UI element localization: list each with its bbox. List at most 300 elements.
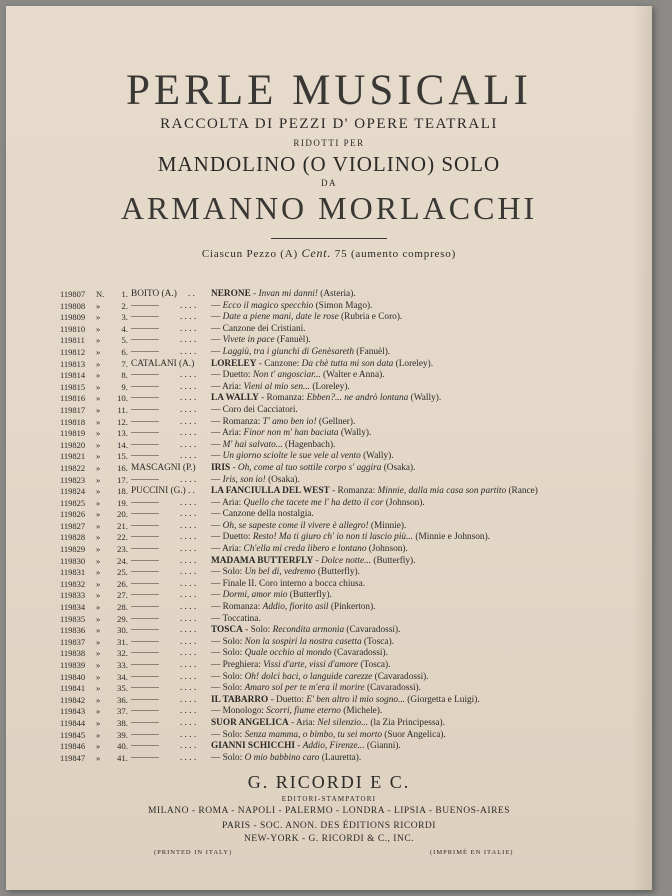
- composer-name: ———: [131, 393, 159, 404]
- composer-name: ———: [131, 578, 159, 589]
- catalogue-number: 119828: [60, 532, 86, 543]
- catalogue-mark: »: [96, 416, 101, 427]
- catalogue-index: 13.: [117, 428, 128, 439]
- leader-dots: . . . .: [180, 625, 197, 636]
- composer-name: ———: [131, 683, 159, 694]
- leader-dots: . . . .: [180, 567, 197, 578]
- composer-name: ———: [131, 694, 159, 705]
- catalogue-mark: »: [96, 717, 101, 728]
- catalogue-row: [60, 370, 650, 382]
- piece-description: IRIS - Oh, come al tuo sottile corpo s' aggira (Osaka).: [211, 462, 416, 473]
- catalogue-row: [60, 672, 650, 684]
- composer-name: ———: [131, 544, 159, 555]
- leader-dots: . . . .: [180, 683, 197, 694]
- publisher-role: EDITORI-STAMPATORI: [281, 795, 377, 803]
- catalogue-mark: »: [96, 474, 101, 485]
- piece-description: — Solo: Non la sospiri la nostra casetta (Tosca).: [211, 636, 394, 647]
- catalogue-number: 119836: [60, 625, 86, 636]
- catalogue-index: 26.: [117, 578, 128, 589]
- catalogue-index: 16.: [117, 462, 128, 473]
- catalogue-number: 119847: [60, 752, 86, 763]
- catalogue-row: [60, 544, 650, 556]
- composer-name: ———: [131, 741, 159, 752]
- catalogue-index: 28.: [117, 602, 128, 613]
- piece-description: LA WALLY - Romanza: Ebben?... ne andrò lontana (Wally).: [211, 393, 442, 404]
- catalogue-mark: »: [96, 462, 101, 473]
- catalogue-mark: »: [96, 648, 101, 659]
- catalogue-index: 36.: [117, 694, 128, 705]
- composer-name: ———: [131, 613, 159, 624]
- piece-description: — Preghiera: Vissi d'arte, vissi d'amore (Tosca).: [211, 660, 391, 670]
- catalogue-number: 119843: [60, 706, 86, 717]
- catalogue-index: 18.: [117, 486, 128, 497]
- composer-name: ———: [131, 370, 159, 381]
- catalogue-row: [60, 509, 650, 521]
- piece-description: GIANNI SCHICCHI - Addio, Firenze... (Gianni).: [211, 741, 401, 752]
- catalogue-mark: »: [96, 532, 101, 543]
- composer-name: ———: [131, 335, 159, 346]
- catalogue-index: 35.: [117, 683, 128, 694]
- catalogue-mark: »: [96, 567, 101, 578]
- leader-dots: . . . .: [180, 393, 197, 404]
- catalogue-mark: »: [96, 625, 101, 636]
- leader-dots: . . . .: [180, 428, 197, 439]
- piece-description: — Aria: Ch'ella mi creda libero e lontano (Johnson).: [211, 544, 408, 555]
- catalogue-mark: »: [96, 660, 101, 670]
- catalogue-number: 119833: [60, 590, 86, 601]
- piece-description: — Coro dei Cacciatori.: [211, 404, 298, 415]
- composer-name: BOITO (A.): [131, 289, 177, 299]
- price-note: (aumento compreso): [350, 248, 457, 260]
- leader-dots: . . . .: [180, 613, 197, 624]
- composer-name: ———: [131, 451, 159, 462]
- catalogue-mark: »: [96, 370, 101, 381]
- leader-dots: . . . .: [180, 648, 197, 659]
- catalogue-row: [60, 579, 650, 591]
- leader-dots: . . . .: [180, 752, 197, 763]
- catalogue-row: [60, 683, 650, 695]
- composer-name: ———: [131, 312, 159, 323]
- composer-name: ———: [131, 660, 159, 670]
- catalogue-mark: »: [96, 312, 101, 323]
- leader-dots: . . . .: [180, 381, 197, 392]
- catalogue-mark: »: [96, 578, 101, 589]
- catalogue-number: 119817: [60, 404, 86, 415]
- catalogue-number: 119814: [60, 370, 86, 381]
- leader-dots: . . . .: [180, 323, 197, 334]
- composer-name: ———: [131, 625, 159, 636]
- composer-name: ———: [131, 636, 159, 647]
- catalogue-row: [60, 301, 650, 313]
- catalogue-number: 119818: [60, 416, 86, 427]
- piece-description: — Solo: O mio babbino caro (Lauretta).: [211, 752, 362, 763]
- catalogue-number: 119829: [60, 544, 86, 555]
- catalogue-mark: »: [96, 729, 101, 740]
- catalogue-number: 119842: [60, 694, 86, 705]
- leader-dots: . . . .: [180, 416, 197, 427]
- printed-in-italy: (PRINTED IN ITALY): [154, 849, 233, 856]
- catalogue-mark: »: [96, 323, 101, 334]
- leader-dots: . . . .: [180, 694, 197, 705]
- composer-name: ———: [131, 300, 159, 311]
- leader-dots: . .: [188, 289, 195, 299]
- catalogue-number: 119816: [60, 393, 86, 404]
- catalogue-index: 5.: [121, 335, 128, 346]
- leader-dots: . .: [188, 486, 195, 497]
- leader-dots: . . . .: [180, 671, 197, 682]
- catalogue-index: 10.: [117, 393, 128, 404]
- catalogue-row: [60, 753, 650, 765]
- catalogue-list: [60, 289, 650, 764]
- composer-name: ———: [131, 729, 159, 740]
- piece-description: — Ecco il magico specchio (Simon Mago).: [211, 300, 373, 311]
- catalogue-index: 31.: [117, 636, 128, 647]
- catalogue-mark: »: [96, 451, 101, 462]
- piece-description: — Solo: Senza mamma, o bimbo, tu sei morto (Suor Angelica).: [211, 729, 446, 740]
- piece-description: — Laggiù, tra i giunchi di Genèsareth (Fanuèl).: [211, 346, 391, 357]
- catalogue-row: [60, 393, 650, 405]
- piece-description: SUOR ANGELICA - Aria: Nel silenzio... (la Zia Principessa).: [211, 717, 445, 728]
- catalogue-index: 37.: [117, 706, 128, 717]
- leader-dots: . . . .: [180, 660, 197, 670]
- catalogue-mark: »: [96, 509, 101, 520]
- composer-name: ———: [131, 648, 159, 659]
- catalogue-row: [60, 312, 650, 324]
- catalogue-number: 119821: [60, 451, 86, 462]
- leader-dots: . . . .: [180, 544, 197, 555]
- leader-dots: . . . .: [180, 555, 197, 566]
- piece-description: — Canzone dei Cristiani.: [211, 323, 306, 334]
- catalogue-row: [60, 486, 650, 498]
- catalogue-row: [60, 741, 650, 753]
- catalogue-number: 119823: [60, 474, 86, 485]
- piece-description: — Aria: Finor non m' han baciata (Wally).: [211, 428, 372, 439]
- divider-rule: [271, 238, 387, 239]
- composer-name: ———: [131, 439, 159, 450]
- catalogue-row: [60, 614, 650, 626]
- catalogue-number: 119838: [60, 648, 86, 659]
- catalogue-mark: »: [96, 335, 101, 346]
- catalogue-number: 119846: [60, 741, 86, 752]
- leader-dots: . . . .: [180, 590, 197, 601]
- catalogue-row: [60, 730, 650, 742]
- leader-dots: . . . .: [180, 312, 197, 323]
- composer-name: ———: [131, 520, 159, 531]
- ridotti-per-label: RIDOTTI PER: [293, 138, 365, 148]
- catalogue-index: 32.: [117, 648, 128, 659]
- catalogue-mark: »: [96, 358, 101, 369]
- catalogue-number: 119835: [60, 613, 86, 624]
- leader-dots: . . . .: [180, 717, 197, 728]
- catalogue-mark: »: [96, 590, 101, 601]
- catalogue-index: 6.: [121, 346, 128, 357]
- piece-description: — Canzone della nostalgia.: [211, 509, 314, 520]
- catalogue-number: 119819: [60, 428, 86, 439]
- leader-dots: . . . .: [180, 300, 197, 311]
- leader-dots: . . . .: [180, 404, 197, 415]
- catalogue-mark: »: [96, 428, 101, 439]
- catalogue-number: 119812: [60, 346, 86, 357]
- catalogue-row: [60, 625, 650, 637]
- leader-dots: . . . .: [180, 741, 197, 752]
- catalogue-index: 12.: [117, 416, 128, 427]
- piece-description: NERONE - Invan mi danni! (Asteria).: [211, 289, 356, 299]
- catalogue-number: 119826: [60, 509, 86, 520]
- catalogue-index: 1.: [121, 289, 128, 299]
- composer-name: ———: [131, 323, 159, 334]
- catalogue-index: 24.: [117, 555, 128, 566]
- catalogue-number: 119807: [60, 289, 86, 299]
- composer-name: ———: [131, 717, 159, 728]
- catalogue-number: 119839: [60, 660, 86, 670]
- collection-title: PERLE MUSICALI: [126, 67, 532, 114]
- catalogue-index: 23.: [117, 544, 128, 555]
- piece-description: LA FANCIULLA DEL WEST - Romanza: Minnie, dalla mia casa son partito (Rance): [211, 486, 538, 497]
- piece-description: — M' hai salvato... (Hagenbach).: [211, 439, 336, 450]
- catalogue-index: 33.: [117, 660, 128, 670]
- piece-description: IL TABARRO - Duetto: E' ben altro il mio sogno... (Giorgetta e Luigi).: [211, 694, 480, 705]
- catalogue-mark: »: [96, 300, 101, 311]
- piece-description: — Un giorno sciolte le sue vele al vento (Wally).: [211, 451, 394, 462]
- catalogue-number: 119808: [60, 300, 86, 311]
- catalogue-index: 22.: [117, 532, 128, 543]
- piece-description: — Romanza: Addio, fiorito asil (Pinkerton).: [211, 602, 376, 613]
- catalogue-row: [60, 532, 650, 544]
- piece-description: — Duetto: Non t' angosciar... (Walter e Anna).: [211, 370, 385, 381]
- catalogue-row: [60, 289, 650, 301]
- composer-name: ———: [131, 706, 159, 717]
- catalogue-index: 9.: [121, 381, 128, 392]
- catalogue-row: [60, 463, 650, 475]
- catalogue-number: 119830: [60, 555, 86, 566]
- composer-name: ———: [131, 404, 159, 415]
- catalogue-mark: »: [96, 706, 101, 717]
- catalogue-number: 119813: [60, 358, 86, 369]
- piece-description: — Toccatina.: [211, 613, 261, 624]
- piece-description: — Romanza: T' amo ben io! (Gellner).: [211, 416, 356, 427]
- catalogue-index: 41.: [117, 752, 128, 763]
- composer-name: ———: [131, 567, 159, 578]
- catalogue-index: 19.: [117, 497, 128, 508]
- catalogue-mark: »: [96, 381, 101, 392]
- price-currency: Cent.: [301, 246, 332, 260]
- catalogue-mark: »: [96, 602, 101, 613]
- catalogue-row: [60, 567, 650, 579]
- catalogue-mark: »: [96, 683, 101, 694]
- catalogue-row: [60, 451, 650, 463]
- piece-description: LORELEY - Canzone: Da chè tutta mi son data (Loreley).: [211, 358, 434, 369]
- catalogue-number: 119820: [60, 439, 86, 450]
- catalogue-number: 119841: [60, 683, 86, 694]
- leader-dots: . . . .: [180, 439, 197, 450]
- catalogue-mark: »: [96, 393, 101, 404]
- leader-dots: . . . .: [180, 451, 197, 462]
- piece-description: — Duetto: Resto! Ma ti giuro ch' io non ti lascio più... (Minnie e Johnson).: [211, 532, 490, 543]
- catalogue-row: [60, 556, 650, 568]
- catalogue-number: 119809: [60, 312, 86, 323]
- leader-dots: . . . .: [180, 520, 197, 531]
- catalogue-index: 4.: [121, 323, 128, 334]
- catalogue-row: [60, 602, 650, 614]
- catalogue-mark: »: [96, 497, 101, 508]
- composer-name: ———: [131, 602, 159, 613]
- leader-dots: . . . .: [180, 636, 197, 647]
- piece-description: — Solo: Oh! dolci baci, o languide carezze (Cavaradossi).: [211, 671, 429, 682]
- catalogue-number: 119832: [60, 578, 86, 589]
- composer-name: ———: [131, 474, 159, 485]
- composer-name: PUCCINI (G.): [131, 486, 186, 497]
- catalogue-index: 8.: [121, 370, 128, 381]
- catalogue-mark: »: [96, 346, 101, 357]
- catalogue-index: 25.: [117, 567, 128, 578]
- catalogue-number: 119825: [60, 497, 86, 508]
- piece-description: — Oh, se sapeste come il vivere è allegro! (Minnie).: [211, 520, 407, 531]
- catalogue-row: [60, 335, 650, 347]
- piece-description: — Aria: Quello che tacete me l' ha detto il cor (Johnson).: [211, 497, 425, 508]
- catalogue-number: 119811: [60, 335, 85, 346]
- composer-name: ———: [131, 752, 159, 763]
- catalogue-row: [60, 660, 650, 672]
- catalogue-row: [60, 521, 650, 533]
- catalogue-mark: »: [96, 752, 101, 763]
- leader-dots: . . . .: [180, 370, 197, 381]
- catalogue-mark: N.: [96, 289, 105, 299]
- catalogue-index: 39.: [117, 729, 128, 740]
- catalogue-mark: »: [96, 555, 101, 566]
- catalogue-index: 7.: [121, 358, 128, 369]
- catalogue-number: 119810: [60, 323, 86, 334]
- catalogue-mark: »: [96, 439, 101, 450]
- leader-dots: . . . .: [180, 509, 197, 520]
- catalogue-mark: »: [96, 636, 101, 647]
- catalogue-index: 15.: [117, 451, 128, 462]
- catalogue-mark: »: [96, 544, 101, 555]
- leader-dots: . . . .: [180, 335, 197, 346]
- catalogue-mark: »: [96, 694, 101, 705]
- piece-description: — Aria: Vieni al mio sen... (Loreley).: [211, 381, 350, 392]
- catalogue-number: 119827: [60, 520, 86, 531]
- piece-description: MADAMA BUTTERFLY - Dolce notte... (Butterfly).: [211, 555, 416, 566]
- catalogue-mark: »: [96, 520, 101, 531]
- leader-dots: . . . .: [180, 474, 197, 485]
- composer-name: ———: [131, 497, 159, 508]
- catalogue-number: 119844: [60, 717, 86, 728]
- catalogue-mark: »: [96, 404, 101, 415]
- catalogue-row: [60, 382, 650, 394]
- catalogue-number: 119845: [60, 729, 86, 740]
- catalogue-row: [60, 498, 650, 510]
- composer-name: ———: [131, 509, 159, 520]
- collection-subtitle: RACCOLTA DI PEZZI D' OPERE TEATRALI: [160, 116, 498, 132]
- catalogue-row: [60, 637, 650, 649]
- publisher-cities: MILANO - ROMA - NAPOLI - PALERMO - LONDRA - LIPSIA - BUENOS-AIRES: [147, 806, 511, 816]
- catalogue-index: 27.: [117, 590, 128, 601]
- piece-description: — Iris, son io! (Osaka).: [211, 474, 300, 485]
- composer-name: ———: [131, 381, 159, 392]
- composer-name: ———: [131, 428, 159, 439]
- catalogue-row: [60, 359, 650, 371]
- author-name: ARMANNO MORLACCHI: [120, 190, 538, 226]
- publisher-newyork: NEW-YORK - G. RICORDI & C., INC.: [243, 834, 415, 844]
- imprime-en-italie: (IMPRIMÉ EN ITALIE): [430, 849, 514, 856]
- leader-dots: . . . .: [180, 532, 197, 543]
- catalogue-row: [60, 590, 650, 602]
- catalogue-number: 119822: [60, 462, 86, 473]
- catalogue-row: [60, 405, 650, 417]
- leader-dots: . . . .: [180, 706, 197, 717]
- piece-description: TOSCA - Solo: Recondita armonia (Cavaradossi).: [211, 625, 401, 636]
- catalogue-index: 17.: [117, 474, 128, 485]
- piece-description: — Monologo: Scorri, fiume eterno (Michele).: [211, 706, 383, 717]
- catalogue-row: [60, 648, 650, 660]
- catalogue-index: 20.: [117, 509, 128, 520]
- catalogue-row: [60, 428, 650, 440]
- composer-name: ———: [131, 590, 159, 601]
- catalogue-index: 21.: [117, 520, 128, 531]
- catalogue-index: 40.: [117, 741, 128, 752]
- composer-name: ———: [131, 532, 159, 543]
- catalogue-number: 119824: [60, 486, 86, 497]
- piece-description: — Finale II. Coro interno a bocca chiusa.: [211, 578, 366, 589]
- leader-dots: . . . .: [180, 602, 197, 613]
- catalogue-row: [60, 695, 650, 707]
- catalogue-number: 119837: [60, 636, 86, 647]
- composer-name: CATALANI (A.): [131, 358, 195, 369]
- leader-dots: . . . .: [180, 346, 197, 357]
- music-sheet-page: [6, 6, 652, 890]
- catalogue-index: 34.: [117, 671, 128, 682]
- catalogue-row: [60, 347, 650, 359]
- catalogue-index: 3.: [121, 312, 128, 323]
- publisher-paris: PARIS - SOC. ANON. DES ÉDITIONS RICORDI: [222, 821, 436, 831]
- instrument-line: MANDOLINO (O VIOLINO) SOLO: [157, 152, 501, 176]
- composer-name: ———: [131, 346, 159, 357]
- piece-description: — Solo: Quale occhio al mondo (Cavaradossi).: [211, 648, 388, 659]
- catalogue-index: 30.: [117, 625, 128, 636]
- catalogue-number: 119831: [60, 567, 86, 578]
- piece-description: — Solo: Un bel di, vedremo (Butterfly).: [211, 567, 360, 578]
- catalogue-index: 11.: [117, 404, 128, 415]
- da-label: DA: [321, 178, 337, 188]
- price-amount: 75: [334, 248, 348, 260]
- composer-name: ———: [131, 416, 159, 427]
- catalogue-mark: »: [96, 671, 101, 682]
- price-line: [6, 246, 652, 261]
- catalogue-number: 119840: [60, 671, 86, 682]
- catalogue-index: 2.: [121, 300, 128, 311]
- composer-name: ———: [131, 555, 159, 566]
- piece-description: — Dormi, amor mio (Butterfly).: [211, 590, 332, 601]
- catalogue-row: [60, 440, 650, 452]
- price-lead: Ciascun Pezzo (A): [201, 248, 298, 260]
- catalogue-row: [60, 706, 650, 718]
- catalogue-mark: »: [96, 741, 101, 752]
- leader-dots: . . . .: [180, 729, 197, 740]
- catalogue-number: 119834: [60, 602, 86, 613]
- publisher-name: G. RICORDI E C.: [247, 772, 411, 792]
- catalogue-index: 29.: [117, 613, 128, 624]
- composer-name: MASCAGNI (P.): [131, 462, 196, 473]
- catalogue-row: [60, 718, 650, 730]
- catalogue-number: 119815: [60, 381, 86, 392]
- catalogue-row: [60, 475, 650, 487]
- composer-name: ———: [131, 671, 159, 682]
- catalogue-mark: »: [96, 486, 101, 497]
- piece-description: — Solo: Amaro sol per te m'era il morire (Cavaradossi).: [211, 683, 421, 694]
- catalogue-index: 14.: [117, 439, 128, 450]
- catalogue-index: 38.: [117, 717, 128, 728]
- leader-dots: . . . .: [180, 578, 197, 589]
